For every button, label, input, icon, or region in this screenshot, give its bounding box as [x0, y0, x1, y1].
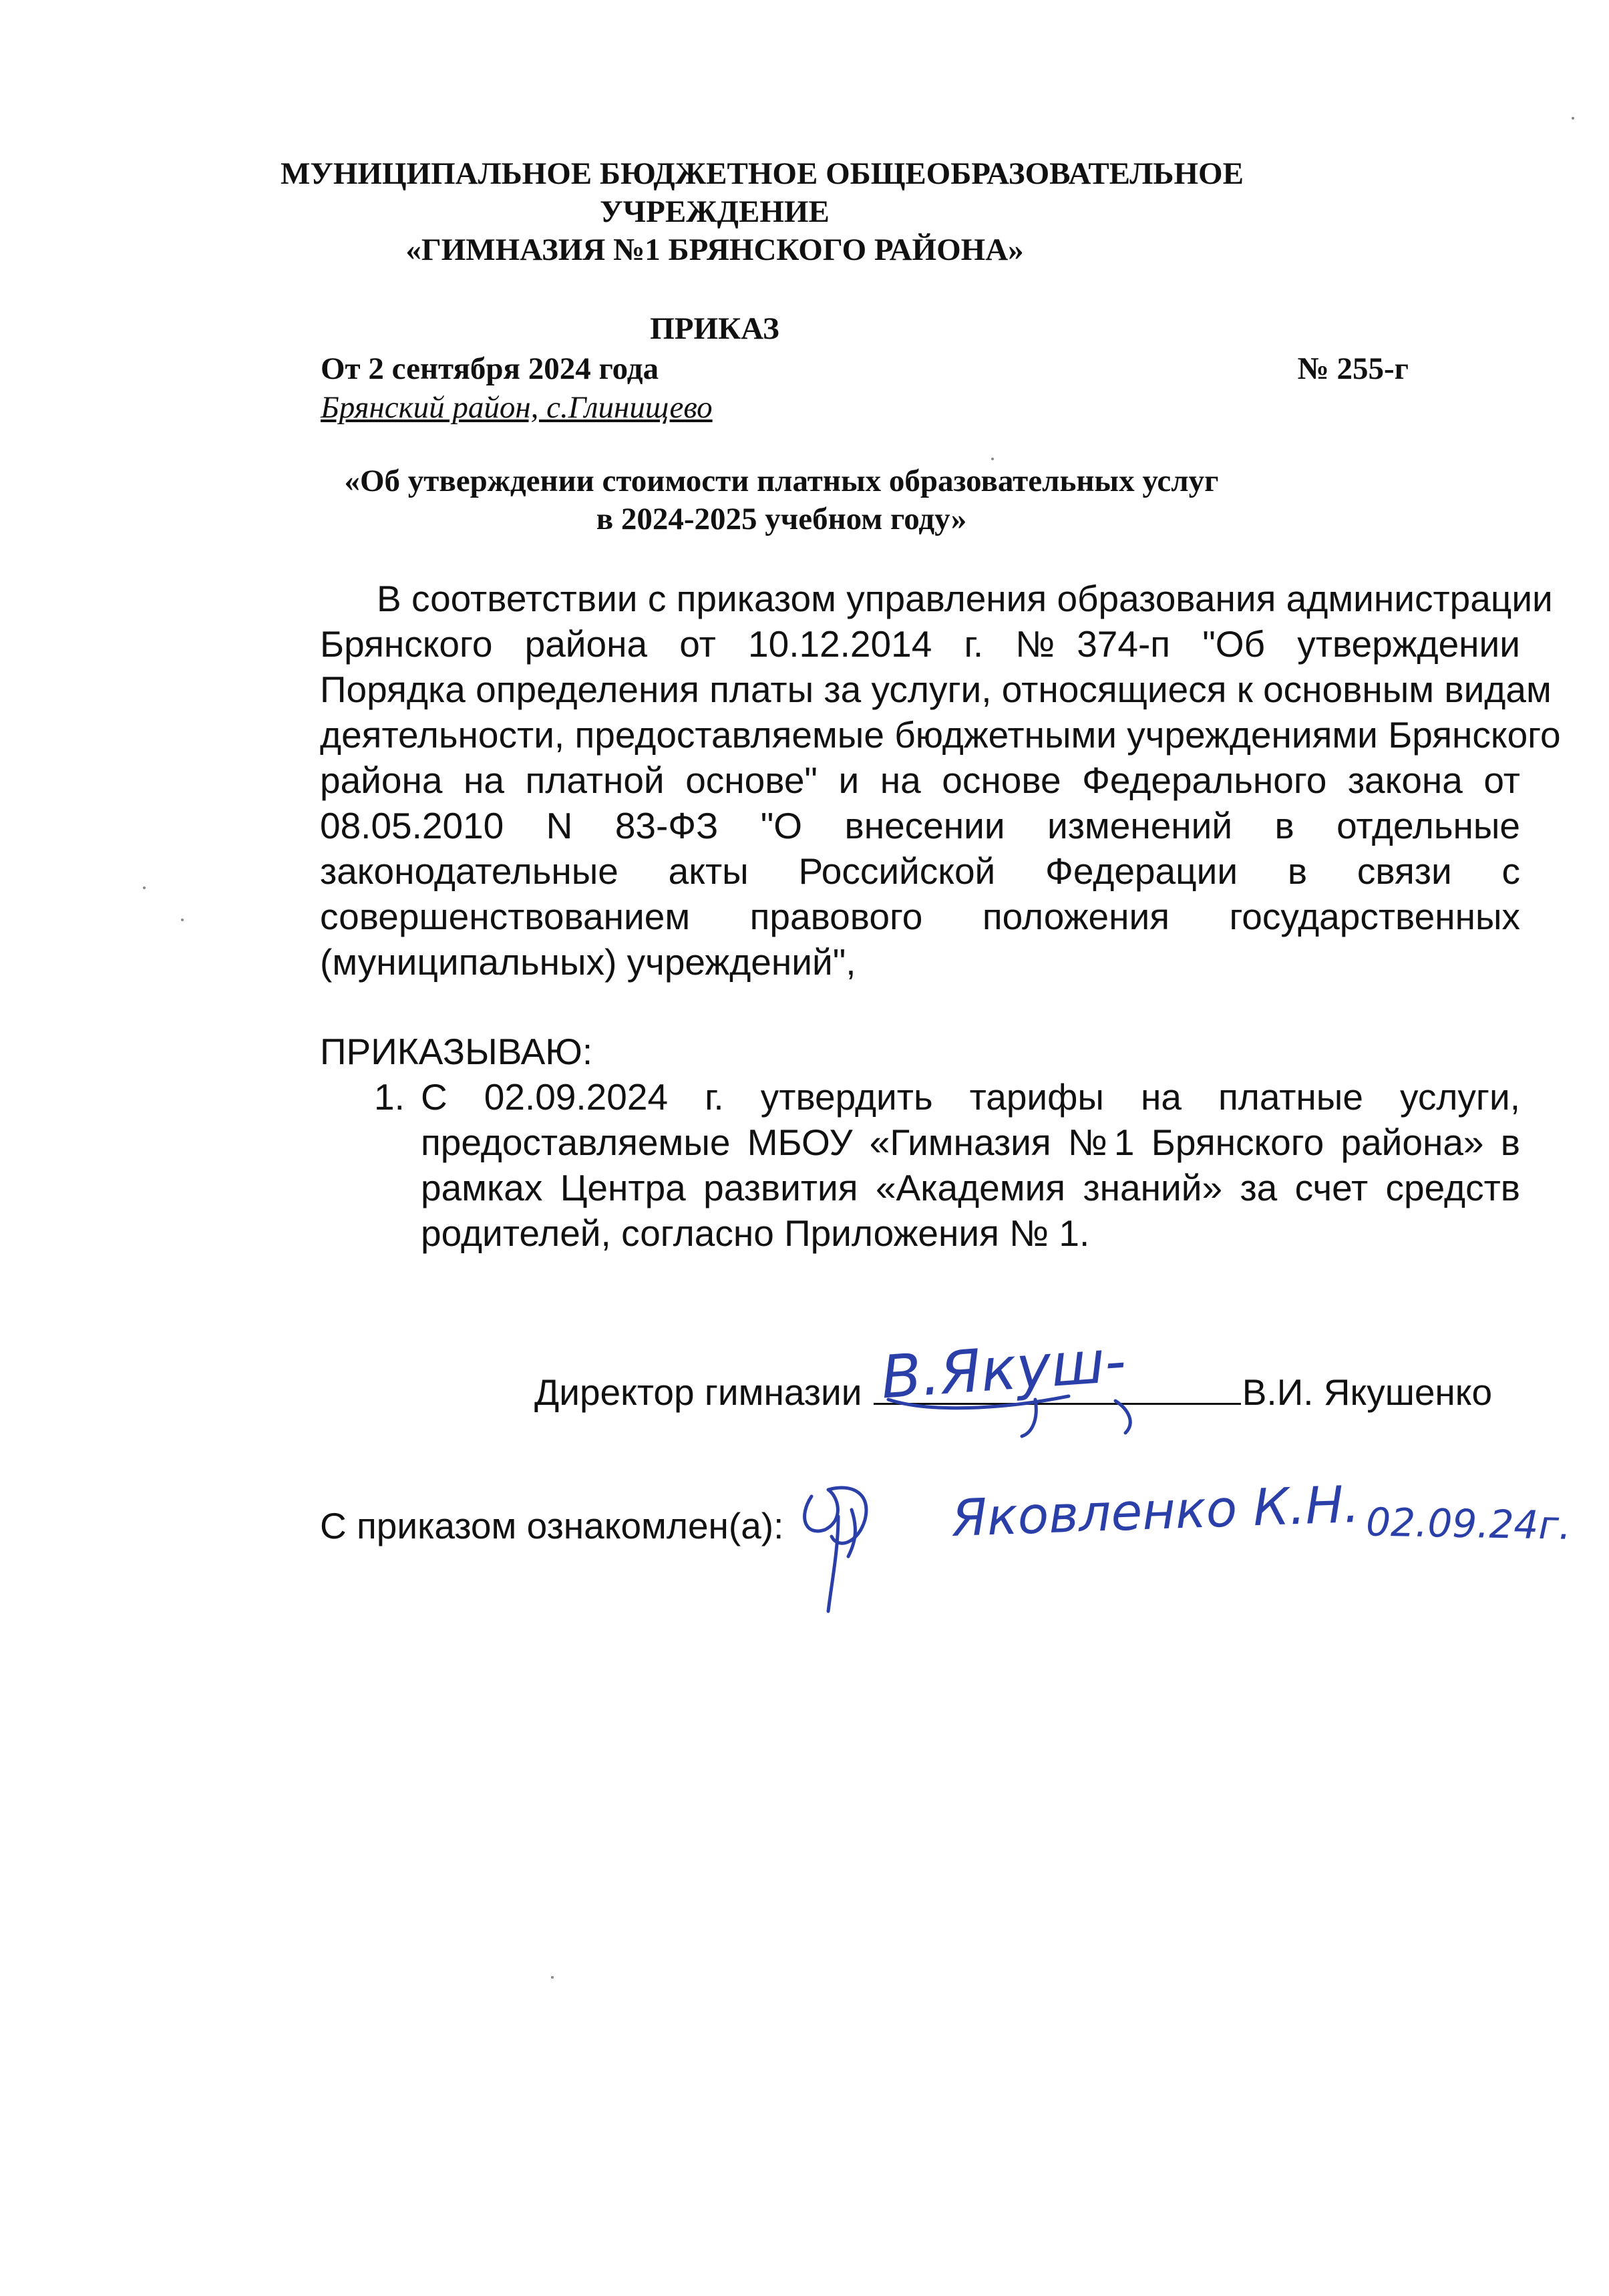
- body-line: совершенствованием правового положения государственных: [320, 896, 1520, 937]
- body-line: Брянского района от 10.12.2014 г. №374-п "Об утверждении: [320, 623, 1520, 665]
- body-line: 08.05.2010 N 83-ФЗ "О внесении изменений в отдельные: [320, 805, 1520, 846]
- order-item-number: 1.: [374, 1076, 405, 1118]
- order-item: [374, 1074, 1520, 1256]
- body-line: района на платной основе" и на основе Федерального закона от: [320, 760, 1520, 801]
- order-item-line: рамках Центра развития «Академия знаний» за счет средств: [421, 1167, 1520, 1208]
- document-subject: [281, 462, 1282, 538]
- subject-line-2: в 2024-2025 учебном году»: [596, 502, 967, 536]
- document-number: № 255-г: [1297, 351, 1409, 386]
- body-line: В соответствии с приказом управления образования администрации: [377, 578, 1553, 619]
- order-label: ПРИКАЗЫВАЮ:: [320, 1031, 593, 1072]
- signatory-name: В.И. Якушенко: [1242, 1371, 1493, 1413]
- organization-name-line-1: МУНИЦИПАЛЬНОЕ БЮДЖЕТНОЕ ОБЩЕОБРАЗОВАТЕЛЬНОЕ: [281, 156, 1244, 191]
- scan-speck: [1572, 117, 1574, 120]
- director-signature-text: В.Якуш-: [878, 1326, 1129, 1412]
- initials-scribble: [805, 1488, 866, 1543]
- body-line: Порядка определения платы за услуги, относящиеся к основным видам: [320, 669, 1552, 710]
- scan-speck: [181, 919, 184, 921]
- subject-line-1: «Об утверждении стоимости платных образовательных услуг: [344, 464, 1219, 498]
- director-signature: [868, 1326, 1242, 1440]
- order-item-text: [421, 1074, 1520, 1256]
- order-list: [374, 1074, 1520, 1256]
- order-item-line: С 02.09.2024 г. утвердить тарифы на платные услуги,: [421, 1076, 1520, 1118]
- order-item-line: родителей, согласно Приложения № 1.: [421, 1212, 1090, 1254]
- organization-name-line-2: УЧРЕЖДЕНИЕ: [600, 194, 830, 229]
- acknowledgement-label: С приказом ознакомлен(а):: [320, 1505, 784, 1546]
- document-title: ПРИКАЗ: [650, 311, 779, 346]
- body-line: законодательные акты Российской Федерации в связи с: [320, 850, 1520, 892]
- body-line: (муниципальных) учреждений",: [320, 941, 856, 983]
- handwritten-date: 02.09.24г.: [1365, 1499, 1572, 1548]
- acknowledgement-handwriting: [791, 1456, 1600, 1617]
- document-place: Брянский район, с.Глинищево: [321, 390, 713, 425]
- body-line: деятельности, предоставляемые бюджетными учреждениями Брянского: [320, 714, 1561, 756]
- acknowledgement-row: [320, 1503, 783, 1548]
- organization-name-line-3: «ГИМНАЗИЯ №1 БРЯНСКОГО РАЙОНА»: [405, 232, 1024, 267]
- handwritten-name: Яковленко К.Н.: [950, 1474, 1361, 1548]
- document-date: От 2 сентября 2024 года: [321, 351, 659, 386]
- organization-header: [281, 155, 1244, 269]
- order-item-line: предоставляемые МБОУ «Гимназия №1 Брянского района» в: [421, 1122, 1520, 1163]
- scan-speck: [991, 458, 994, 460]
- scan-speck: [551, 1976, 554, 1979]
- scan-speck: [143, 886, 146, 889]
- body-paragraph: [320, 576, 1561, 985]
- signatory-position: Директор гимназии: [534, 1371, 862, 1413]
